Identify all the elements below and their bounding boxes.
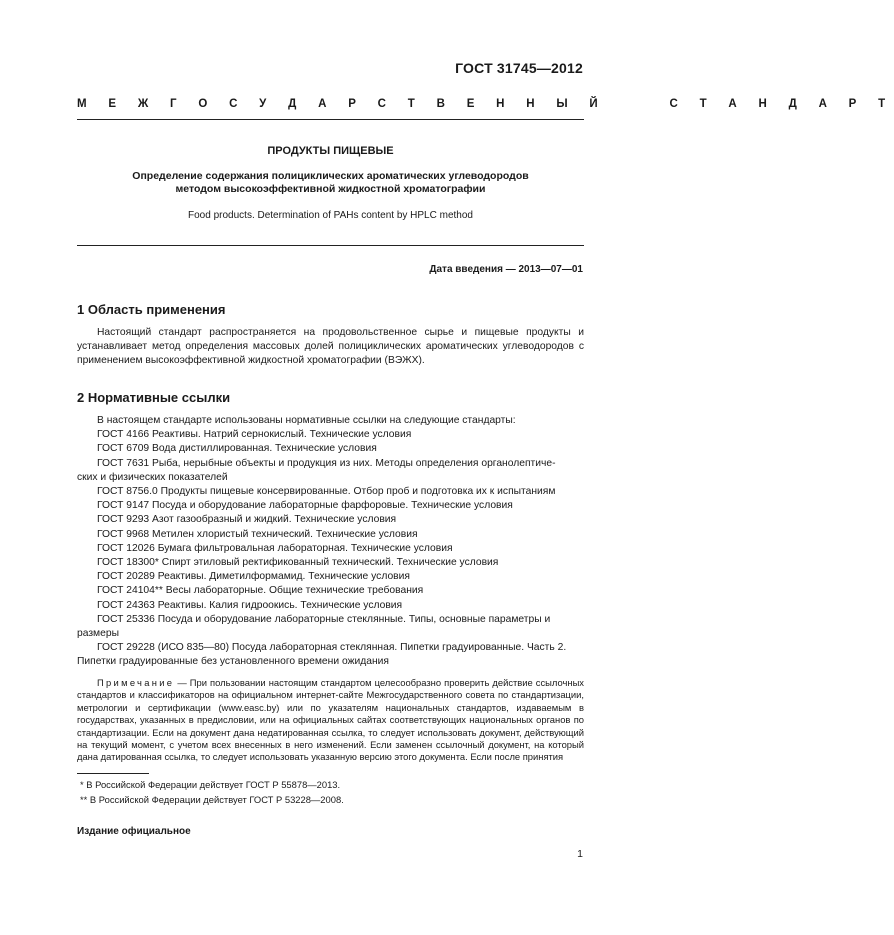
refs-intro: В настоящем стандарте использованы нормативные ссылки на следующие стандарты: <box>97 415 516 426</box>
category-text: М Е Ж Г О С У Д А Р С Т В Е Н Н Ы Й С Т А Н Д А Р Т <box>77 98 894 110</box>
section-1-text: Настоящий стандарт распространяется на продовольственное сырье и пищевые продукты и устанавливает метод определения массовых долей полициклических ароматических углеводородов с применением высокоэффективной жидкостной хроматографии (ВЭЖХ). <box>77 327 584 367</box>
ref-item: ГОСТ 18300* Спирт этиловый ректификованный технический. Технические условия <box>97 557 499 568</box>
ref-item: ГОСТ 6709 Вода дистиллированная. Технические условия <box>97 443 377 455</box>
ref-item: ГОСТ 29228 (ИСО 835—80) Посуда лабораторная стеклянная. Пипетки градуированные. Часть 2. <box>97 642 567 654</box>
subtitle-line-1: Определение содержания полициклических ароматических углеводородов <box>132 170 529 182</box>
footnote-1: * В Российской Федерации действует ГОСТ Р 55878—2013. <box>80 779 341 790</box>
ref-item-continued: размеры <box>77 628 119 639</box>
document-title: ПРОДУКТЫ ПИЩЕВЫЕ <box>267 145 394 157</box>
ref-item: ГОСТ 12026 Бумага фильтровальная лабораторная. Технические условия <box>97 542 453 554</box>
english-title: Food products. Determination of PAHs content by HPLC method <box>188 210 473 221</box>
document-subtitle <box>77 170 584 196</box>
page-number: 1 <box>577 848 583 860</box>
ref-item: ГОСТ 20289 Реактивы. Диметилформамид. Технические условия <box>97 571 410 583</box>
ref-item: ГОСТ 24104** Весы лабораторные. Общие технические требования <box>97 585 424 597</box>
note-text: — При пользовании настоящим стандартом целесообразно проверить действие ссылочных стандартов и классификаторов на официальном интернет-сайте Межгосударственного совета по стандартизации, метрологии и сертификации (www.easc.by) или по указателям национальных стандартов, издаваемым в государствах, указанных в предисловии, или на официальных сайтах соответствующих национальных органов по стандартизации. Если на документ дана недатированная ссылка, то следует использовать документ, действующий на текущий момент, с учетом всех внесенных в него изменений. Если заменен ссылочный документ, на который дана датированная ссылка, то следует использовать указанную версию этого документа. Если после принятия <box>77 677 584 763</box>
ref-item: ГОСТ 9968 Метилен хлористый технический. Технические условия <box>97 528 418 540</box>
ref-item: ГОСТ 9147 Посуда и оборудование лабораторные фарфоровые. Технические условия <box>97 500 513 512</box>
document-id: ГОСТ 31745—2012 <box>455 60 583 76</box>
ref-item: ГОСТ 4166 Реактивы. Натрий сернокислый. Технические условия <box>97 429 412 441</box>
subtitle-line-2: методом высокоэффективной жидкостной хроматографии <box>175 183 486 195</box>
ref-item-continued: ских и физических показателей <box>77 471 228 483</box>
official-edition-label: Издание официальное <box>77 826 191 837</box>
ref-item: ГОСТ 24363 Реактивы. Калия гидроокись. Технические условия <box>97 599 403 611</box>
introduction-date: Дата введения — 2013—07—01 <box>429 264 583 275</box>
note-block <box>77 677 584 764</box>
title-rule <box>77 245 584 246</box>
top-rule <box>77 119 584 120</box>
ref-item-continued: Пипетки градуированные без установленного времени ожидания <box>77 656 389 668</box>
footnote-separator <box>77 773 149 774</box>
ref-item: ГОСТ 9293 Азот газообразный и жидкий. Технические условия <box>97 514 397 526</box>
section-2-heading: 2 Нормативные ссылки <box>77 390 231 405</box>
footnote-2: ** В Российской Федерации действует ГОСТ Р 53228—2008. <box>80 794 344 805</box>
ref-item: ГОСТ 7631 Рыба, нерыбные объекты и продукция из них. Методы определения органолептиче- <box>97 457 556 469</box>
section-1-heading: 1 Область применения <box>77 302 226 317</box>
note-label: Примечание <box>97 677 175 688</box>
standard-category <box>77 98 894 110</box>
ref-item: ГОСТ 25336 Посуда и оборудование лабораторные стеклянные. Типы, основные параметры и <box>97 613 551 625</box>
ref-item: ГОСТ 8756.0 Продукты пищевые консервированные. Отбор проб и подготовка их к испытаниям <box>97 486 556 497</box>
